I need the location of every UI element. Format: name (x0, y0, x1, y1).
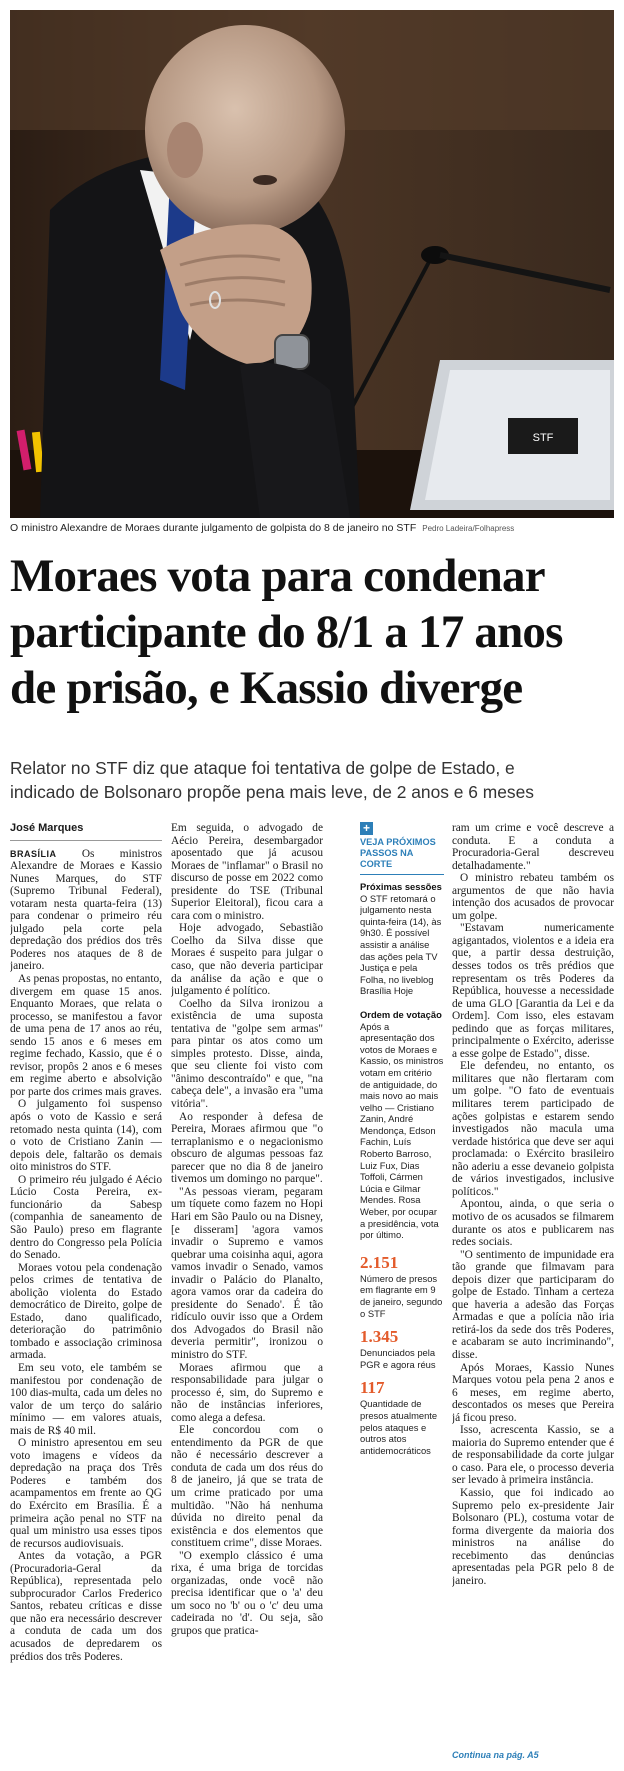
plus-icon: + (360, 822, 373, 835)
photo-caption (10, 522, 614, 538)
dateline: BRASÍLIA (10, 848, 57, 859)
sidebar-block-voting-order (360, 1009, 444, 1241)
paragraph: Isso, acrescenta Kassio, se a maioria do Supremo entender que é de responsabilidade da corte julgar o caso. Para ele, o processo deveria ser levado à primeira instância. (452, 1424, 614, 1487)
sidebar-block-title: Próximas sessões (360, 881, 442, 892)
paragraph (10, 848, 162, 973)
stat-number: 117 (360, 1378, 385, 1398)
paragraph: As penas propostas, no entanto, divergem em quase 15 anos. Enquanto Moraes, que relata o processo, se manifestou a favor de uma pena de 17 anos ao réu, sendo 15 anos e 6 meses em regime fechado, Kassio, que é o revisor, propôs 2 anos e 6 meses em regime aberto e absolvição por parte dos crimes mais graves. (10, 973, 162, 1098)
sidebar-block-text: Após a apresentação dos votos de Moraes e Kassio, os ministros votam em critério de antiguidade, do mais novo ao mais velho — Cristiano Zanin, André Mendonça, Edson Fachin, Luís Roberto Barroso, Luiz Fux, Dias Toffoli, Cármen Lúcia e Gilmar Mendes. Rosa Weber, por ocupar a presidência, vota por último. (360, 1020, 444, 1241)
column-1 (10, 822, 162, 1762)
stat-item (360, 1378, 444, 1456)
sidebar-block-title: Ordem de votação (360, 1008, 442, 1020)
sidebar-next-steps (360, 822, 444, 1762)
caption-text: O ministro Alexandre de Moraes durante julgamento de golpista do 8 de janeiro no STF (10, 522, 417, 534)
paragraph: O ministro rebateu também os argumentos de que não havia intenção dos acusados de provocar um golpe. (452, 872, 614, 922)
paragraph: "O sentimento de impunidade era tão grande que filmavam para depois dizer que participaram do golpe de Estado. Tinham a certeza que haveria a adesão das Forças Armadas e que a polícia não iria retirá-los da sede dos três Poderes, e acabaram se auto incriminando", disse. (452, 1248, 614, 1361)
stat-item (360, 1327, 444, 1370)
continue-link[interactable]: Continua na pág. A5 (452, 1750, 539, 1760)
sidebar-block-text: O STF retomará o julgamento nesta quinta-feira (14), às 9h30. É possível assistir a análise das ações pela TV Justiça e pela Folha, no liveblog Brasília Hoje (360, 892, 442, 997)
paragraph: "Estavam numericamente agigantados, violentos e a ideia era que, a partir dessa destruição, desses todos os três prédios que representam os três Poderes da República, houvesse a necessidade de uma GLO [Garantia da Lei e da Ordem]. Com isso, eles estavam pedindo que as forças militares, principalmente o Exército, aderisse a esse golpe de Estado", disse. (452, 922, 614, 1060)
paragraph: Ao responder à defesa de Pereira, Moraes afirmou que "o terraplanismo e o negacionismo obscuro de algumas pessoas faz parecer que no dia 8 de janeiro tivemos um domingo no parque". (171, 1110, 323, 1186)
paragraph: Ele concordou com o entendimento da PGR de que não é necessário descrever a conduta de cada um dos réus do 8 de janeiro, já que se trata de um crime praticado por uma multidão. "Não há nenhuma dúvida no direito penal da existência e dos elementos que constituem crime", disse Moraes. (171, 1424, 323, 1550)
photo-credit: Pedro Ladeira/Folhapress (422, 524, 515, 533)
paragraph: Coelho da Silva ironizou a existência de uma suposta tentativa de "golpe sem armas" para pintar os atos como um simples protesto. Disse, ainda, que seu cliente foi visto com "ânimo descontraído" e que, "na cabeça dele", a invasão era "uma vitória". (171, 997, 323, 1111)
paragraph: Moraes votou pela condenação pelos crimes de tentativa de abolição violenta do Estado democrático de Direito, golpe de Estado, dano qualificado, deterioração do patrimônio tombado e associação criminosa armada. (10, 1261, 162, 1362)
stat-text: Número de presos em flagrante em 9 de janeiro, segundo o STF (360, 1272, 443, 1319)
sidebar-kicker: VEJA PRÓXIMOS PASSOS NA CORTE (360, 837, 444, 875)
paragraph: Ele defendeu, no entanto, os militares que não flertaram com um golpe. "O fato de eventuais militares terem participado de ações golpistas e estarem sendo investigados não macula uma verdade histórica que deve ser aqui proclamada: o Exército brasileiro não aderiu a esse devaneio golpista de vários investigados, inclusive políticos." (452, 1060, 614, 1198)
paragraph: "O exemplo clássico é uma rixa, é uma briga de torcidas organizadas, onde você não precisa identificar que o 'a' deu um soco no 'b' ou o 'c' deu uma cadeirada no 'd'. Ou seja, são grupos que pratica- (171, 1549, 323, 1637)
paragraph: Em seu voto, ele também se manifestou por condenação de 100 dias-multa, cada um deles no valor de um terço do salário mínimo — em valores atuais, mais de R$ 40 mil. (10, 1361, 162, 1437)
paragraph-text: Os ministros Alexandre de Moraes e Kassio Nunes Marques, do STF (Supremo Tribunal Federal), votaram nesta quarta-feira (13) para condenar o primeiro réu julgado pela corte pela depredação dos prédios dos três Poderes nos ataques de 8 de janeiro. (10, 847, 162, 973)
paragraph: Antes da votação, a PGR (Procuradoria-Geral da República), representada pelo subprocurador Carlos Frederico Santos, rebateu críticas e disse que não era necessário descrever a conduta de cada um dos acusados de depredarem os prédios dos três Poderes. (10, 1550, 162, 1663)
subheadline-line: indicado de Bolsonaro propõe pena mais leve, de 2 anos e 6 meses (10, 782, 534, 802)
stat-item (360, 1253, 444, 1319)
paragraph: O julgamento foi suspenso após o voto de Kassio e será retomado nesta quinta (14), com o voto de Cristiano Zanin — depois dele, faltarão os demais oito ministros do STF. (10, 1098, 162, 1174)
stat-number: 1.345 (360, 1327, 399, 1347)
sidebar-block-sessions (360, 881, 444, 997)
laptop-logo-text: STF (532, 432, 554, 444)
stat-text: Quantidade de presos atualmente pelos ataques e outros atos antidemocráticos (360, 1398, 438, 1456)
byline: José Marques (10, 822, 162, 841)
paragraph: O ministro apresentou em seu voto imagens e vídeos da depredação na praça dos Três Poderes e também dos acampamentos em frente ao QG do Exército em Brasília. É a primeira ação penal no STF na qual um ministro usa esses tipos de recursos audiovisuais. (10, 1437, 162, 1550)
paragraph: Hoje advogado, Sebastião Coelho da Silva disse que Moraes é suspeito para julgar o caso, que não deveria participar da análise da ação e que o julgamento é político. (171, 922, 323, 998)
paragraph: Apontou, ainda, o que seria o motivo de os acusados se filmarem durante os atos e publicarem nas redes sociais. (452, 1198, 614, 1249)
headline-line: de prisão, e Kassio diverge (10, 662, 523, 714)
article-photo (10, 10, 614, 518)
paragraph: Após Moraes, Kassio Nunes Marques votou pela pena 2 anos e 6 meses, em regime aberto, descontados os meses que Pereira já ficou preso. (452, 1361, 614, 1424)
headline-line: Moraes vota para condenar (10, 550, 545, 602)
subheadline (10, 756, 614, 804)
column-4 (452, 822, 614, 1762)
subheadline-line: Relator no STF diz que ataque foi tentativa de golpe de Estado, e (10, 758, 515, 778)
paragraph: "As pessoas vieram, pegaram um tíquete como fazem no Hopi Hari em São Paulo ou na Disney, [e disseram] 'agora vamos invadir o Supremo e vamos quebrar uma coisinha aqui, agora vamos invadir o Senado, vamos invadir o Palácio do Planalto, agora vamos orar da cadeira do presidente do Senado'. É tão ridículo ouvir isso que a Ordem dos Advogados do Brasil não deveria permitir", ironizou o ministro do STF. (171, 1185, 323, 1361)
paragraph: Em seguida, o advogado de Aécio Pereira, desembargador aposentado que já acusou Moraes de "inflamar" o Brasil no discurso de posse em 2022 como presidente do TSE (Tribunal Superior Eleitoral), ficou cara a cara com o ministro. (171, 822, 323, 922)
photo-illustration (10, 10, 614, 518)
stat-number: 2.151 (360, 1252, 399, 1272)
headline-line: participante do 8/1 a 17 anos (10, 606, 563, 658)
stat-text: Denunciados pela PGR e agora réus (360, 1347, 436, 1370)
paragraph: Kassio, que foi indicado ao Supremo pelo ex-presidente Jair Bolsonaro (PL), costuma votar de forma divergente da maioria dos ministros na análise do recebimento das denúncias apresentadas pela PGR pelo 8 de janeiro. (452, 1486, 614, 1587)
paragraph: Moraes afirmou que a responsabilidade para julgar o processo é, sim, do Supremo e não de instâncias inferiores, como alega a defesa. (171, 1361, 323, 1424)
paragraph: O primeiro réu julgado é Aécio Lúcio Costa Pereira, ex-funcionário da Sabesp (companhia de saneamento de São Paulo) preso em flagrante dentro do Congresso pela Polícia do Senado. (10, 1173, 162, 1262)
paragraph: ram um crime e você descreve a conduta. E a conduta a Procuradoria-Geral descreveu detalhadamente." (452, 822, 614, 872)
article-body (10, 822, 614, 1762)
column-2 (171, 822, 323, 1762)
headline (10, 548, 614, 716)
